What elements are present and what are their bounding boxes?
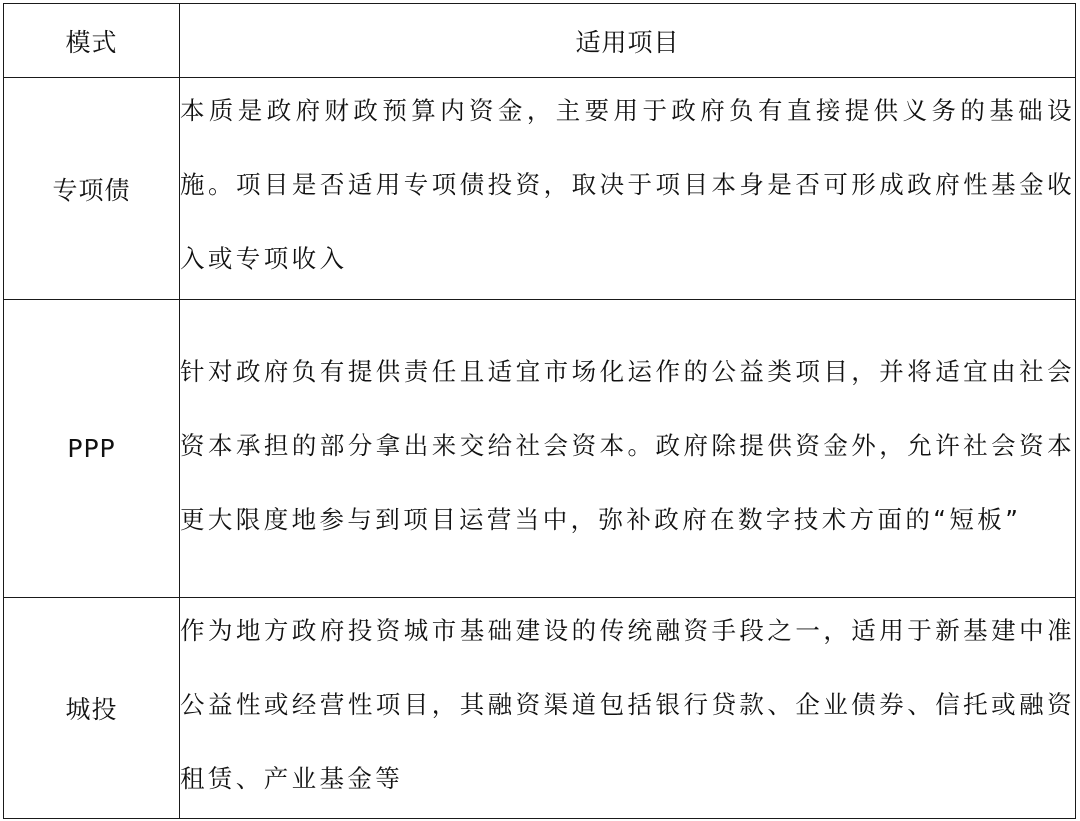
table-header-row <box>4 4 1076 78</box>
use-cell-special-bond <box>180 78 1076 300</box>
use-cell-ppp <box>180 300 1076 598</box>
use-cell-chengtou <box>180 598 1076 819</box>
mode-comparison-table <box>3 3 1076 819</box>
table-row <box>4 598 1076 819</box>
use-text: 针对政府负有提供责任且适宜市场化运作的公益类项目，并将适宜由社会资本承担的部分拿出来交给社会资本。政府除提供资金外，允许社会资本更大限度地参与到项目运营当中，弥补政府在数字技术方面的“短板” <box>180 356 1075 534</box>
mode-cell-special-bond: 专项债 <box>4 78 180 300</box>
use-text: 作为地方政府投资城市基础建设的传统融资手段之一，适用于新基建中准公益性或经营性项目，其融资渠道包括银行贷款、企业债券、信托或融资租赁、产业基金等 <box>180 616 1075 793</box>
mode-cell-chengtou: 城投 <box>4 598 180 819</box>
table-row <box>4 300 1076 598</box>
header-mode: 模式 <box>4 4 180 78</box>
mode-cell-ppp: PPP <box>4 300 180 598</box>
table-row <box>4 78 1076 300</box>
header-applicable-projects: 适用项目 <box>180 4 1076 78</box>
use-text: 本质是政府财政预算内资金，主要用于政府负有直接提供义务的基础设施。项目是否适用专项债投资，取决于项目本身是否可形成政府性基金收入或专项收入 <box>180 95 1075 273</box>
